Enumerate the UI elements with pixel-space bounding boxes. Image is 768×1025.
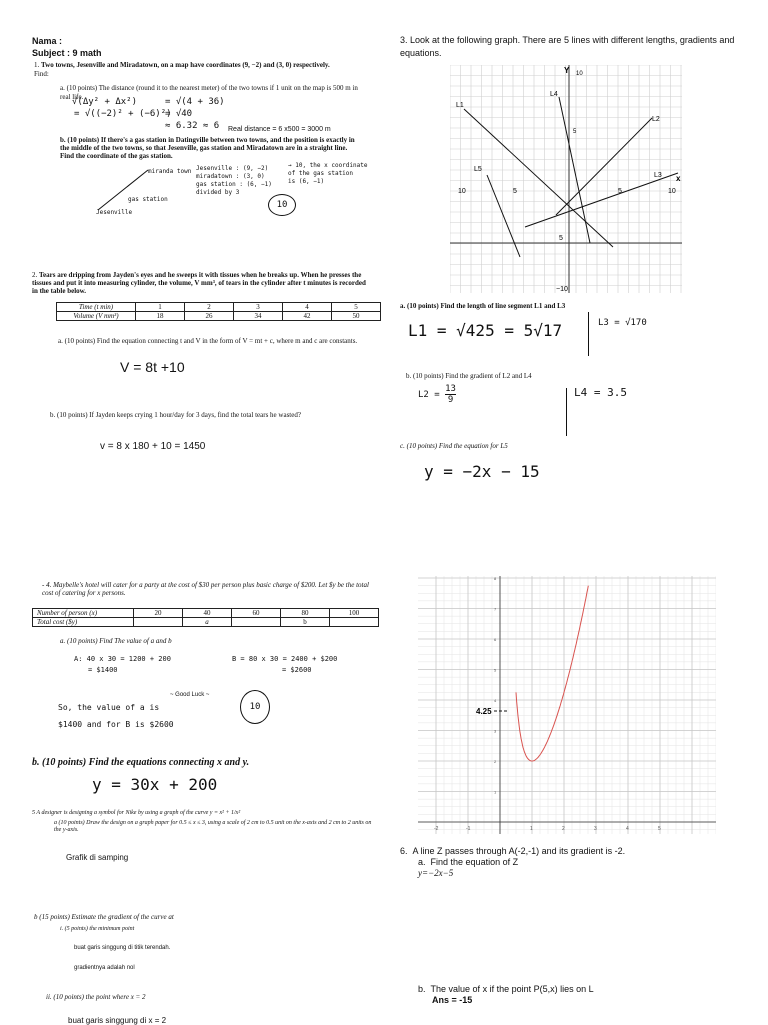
- curve-x-ticks: [434, 826, 661, 832]
- table-row: [57, 303, 381, 312]
- q4a-work-a: A: 40 x 30 = 1200 + 200 = $1400: [74, 655, 171, 674]
- x-tick-label: 5: [658, 826, 661, 832]
- label-l1: L1: [456, 102, 464, 109]
- q3-intro: 3. Look at the following graph. There are 5 lines with different lengths, gradients and equations.: [400, 35, 735, 58]
- q4-stem: - 4. Maybelle's hotel will cater for a party at the cost of $30 per person plus basic charge of $200. Let $y be the total cost of catering for x persons.: [42, 581, 369, 597]
- y-tick-label: 5: [494, 667, 497, 673]
- q1b-notes: Jesenville : (9, −2) miradatown : (3, 0) gas station : (6, −1) divided by 3: [196, 165, 272, 196]
- table-cell: 2: [185, 303, 234, 312]
- q1a-work-right: = √(4 + 36) = √40 ≈ 6.32 ≈ 6: [165, 97, 225, 131]
- name-label: Nama :: [32, 36, 63, 46]
- table-cell: [134, 618, 183, 627]
- q5b-i-answer-1: buat garis singgung di titik terendah.: [74, 945, 171, 951]
- x-tick-label: 1: [530, 826, 533, 832]
- curve-marker-label: 4.25: [476, 707, 492, 716]
- line-l2: [556, 118, 652, 215]
- sketch-label-gas: gas station: [128, 196, 168, 203]
- x-tick-label: -1: [466, 826, 471, 832]
- q5b-i-answer-2: gradientnya adalah nol: [74, 965, 135, 971]
- q3c-question: c. (10 points) Find the equation for L5: [400, 442, 508, 450]
- y-tick-label: 7: [494, 606, 497, 612]
- y-tick-label: 8: [494, 576, 497, 581]
- table-header: Total cost ($y): [33, 618, 134, 627]
- x-tick-label: -2: [434, 826, 439, 832]
- table-cell: 4: [283, 303, 332, 312]
- x-tick-label: 2: [562, 826, 565, 832]
- label-l5: L5: [474, 166, 482, 173]
- curve-grid: [418, 576, 716, 834]
- label-l4: L4: [550, 91, 558, 98]
- table-cell: 20: [134, 609, 183, 618]
- sketch-label-miranda: miranda town: [148, 168, 192, 175]
- table-cell: [330, 618, 379, 627]
- q6a-question: a. Find the equation of Z: [418, 857, 519, 867]
- q2-stem: 2. Tears are dripping from Jayden's eyes and he sweeps it with tissues when he breaks up. When he presses the tissues and put it into measuring cylinder, the volume, V mm³, of tears in the cylinder after t minutes is recorded in the table below.: [32, 271, 366, 295]
- q1-score-circle: 10: [268, 194, 296, 216]
- label-l3: L3: [654, 172, 662, 179]
- q1b-side-notes: → 10, the x coordinate of the gas station is (6, −1): [288, 162, 368, 185]
- answer-divider: [588, 312, 589, 356]
- q4b-answer: y = 30x + 200: [92, 775, 218, 794]
- q3a-question: a. (10 points) Find the length of line segment L1 and L3: [400, 302, 566, 310]
- x-tick-5: 5: [618, 188, 622, 195]
- y-tick-label: 6: [494, 637, 497, 642]
- q4a-conclusion: So, the value of a is $1400 and for B is $2600: [58, 703, 174, 729]
- q3c-answer: y = −2x − 15: [424, 462, 540, 481]
- table-cell: 40: [183, 609, 232, 618]
- table-cell: 42: [283, 312, 332, 321]
- grafik-label: Grafik di samping: [66, 853, 129, 862]
- table-cell: b: [281, 618, 330, 627]
- table-header: Volume (V mm³): [57, 312, 136, 321]
- q1a-question: a. (10 points) The distance (round it to the nearest meter) of the two towns if 1 unit on the map is 500 m in real life.: [60, 84, 358, 101]
- sketch-line: [98, 170, 148, 210]
- q2a-question: a. (10 points) Find the equation connecting t and V in the form of V = mt + c, where m and c are constants.: [58, 337, 358, 345]
- label-l2: L2: [652, 116, 660, 123]
- x-tick-label: 4: [626, 826, 629, 832]
- q1b-question: b. (10 points) If there's a gas station in Datingville between two towns, and the position is exactly in the middle of the two towns, so that Jesenville, gas station and Miradatown are in a straight line. Find the coordinate of the gas station.: [60, 136, 355, 160]
- table-cell: [232, 618, 281, 627]
- table-cell: 80: [281, 609, 330, 618]
- table-cell: 5: [332, 303, 381, 312]
- q4b-question: b. (10 points) Find the equations connecting x and y.: [32, 757, 250, 768]
- x-tick-neg10: 10: [458, 188, 466, 195]
- q3-line-graph: [450, 65, 682, 293]
- y-tick-label: 4: [494, 698, 497, 703]
- q3b-answer-l2: L2 = $\frac{13}{9}$: [418, 384, 456, 405]
- good-luck-text: ~ Good Luck ~: [170, 692, 210, 698]
- q4-score-circle: 10: [240, 690, 270, 724]
- table-cell: 1: [136, 303, 185, 312]
- q6b-question: b. The value of x if the point P(5,x) lies on L: [418, 984, 594, 994]
- q3a-answer-l3: L3 = √170: [598, 318, 647, 328]
- table-cell: 26: [185, 312, 234, 321]
- table-cell: 3: [234, 303, 283, 312]
- y-tick-neg10: −10: [556, 286, 568, 293]
- line-l1: [464, 109, 613, 247]
- q2a-answer: V = 8t +10: [120, 359, 185, 375]
- table-cell: 34: [234, 312, 283, 321]
- q3b-question: b. (10 points) Find the gradient of L2 and L4: [406, 372, 532, 380]
- y-tick-5: 5: [573, 129, 577, 135]
- q1a-work: √(Δy² + Δx²) = √((−2)² + (−6)²): [72, 97, 172, 119]
- q5b-ii-answer: buat garis singgung di x = 2: [68, 1016, 167, 1025]
- line-l3: [525, 173, 678, 227]
- table-row: [57, 312, 381, 321]
- q5b-i-question: i. (5 points) the minimum point: [60, 926, 135, 932]
- q4-table: [32, 608, 379, 627]
- y-tick-10: 10: [576, 71, 583, 77]
- subject-label: Subject : 9 math: [32, 48, 102, 58]
- q5-stem: 5 A designer is designing a symbol for Nike by using a graph of the curve y = x² + 1/x²: [32, 810, 241, 816]
- q4a-work-b: B = 80 x 30 = 2400 + $200 = $2600: [232, 655, 338, 674]
- table-cell: 18: [136, 312, 185, 321]
- y-axis-label: Y: [564, 66, 570, 75]
- q3-grid: [450, 65, 682, 293]
- x-tick-neg5: 5: [513, 188, 517, 195]
- q4a-question: a. (10 points) Find The value of a and b: [60, 637, 172, 645]
- table-cell: 50: [332, 312, 381, 321]
- y-tick-label: 2: [494, 759, 497, 764]
- y-tick-neg5: 5: [559, 235, 563, 242]
- curve-graph: [418, 576, 716, 834]
- sketch-label-jesenville: Jesenville: [96, 209, 133, 216]
- q2b-answer: v = 8 x 180 + 10 = 1450: [100, 441, 206, 452]
- x-tick-10: 10: [668, 188, 676, 195]
- q6-stem: 6. A line Z passes through A(-2,-1) and its gradient is -2.: [400, 846, 626, 856]
- q3a-answer-l1: L1 = √425 = 5√17: [408, 321, 563, 340]
- y-tick-label: 1: [494, 789, 497, 795]
- q6b-answer: Ans = -15: [432, 995, 473, 1005]
- curve-path: [516, 586, 588, 761]
- table-row: [33, 618, 379, 627]
- q1-stem: 1. Two towns, Jesenville and Miradatown, on a map have coordinates (9, −2) and (3, 0) respectively. Find:: [34, 61, 330, 78]
- table-header: Number of person (x): [33, 609, 134, 618]
- y-tick-label: 3: [494, 728, 497, 734]
- answer-divider: [566, 388, 567, 436]
- q1a-real-distance: Real distance = 6 x500 = 3000 m: [228, 126, 331, 133]
- x-axis-label: x: [676, 174, 681, 183]
- table-header: Time (t min): [57, 303, 136, 312]
- table-row: [33, 609, 379, 618]
- x-tick-label: 3: [594, 826, 597, 832]
- q3b-answer-l4: L4 = 3.5: [574, 386, 627, 399]
- q2-table: [56, 302, 381, 321]
- q5a-question: a (10 points) Draw the design on a graph paper for 0.5 ≤ x ≤ 3, using a scale of 2 cm to 0.5 unit on the x-axis and 2 cm to 2 units on the y-axis.: [54, 820, 372, 833]
- q2b-question: b. (10 points) If Jayden keeps crying 1 hour/day for 3 days, find the total tears he wasted?: [50, 411, 301, 419]
- q6a-answer: y=−2x−5: [418, 868, 454, 878]
- q5b-ii-question: ii. (10 points) the point where x = 2: [46, 993, 146, 1001]
- q5b-question: b (15 points) Estimate the gradient of the curve at: [34, 913, 174, 921]
- table-cell: 60: [232, 609, 281, 618]
- table-cell: 100: [330, 609, 379, 618]
- table-cell: a: [183, 618, 232, 627]
